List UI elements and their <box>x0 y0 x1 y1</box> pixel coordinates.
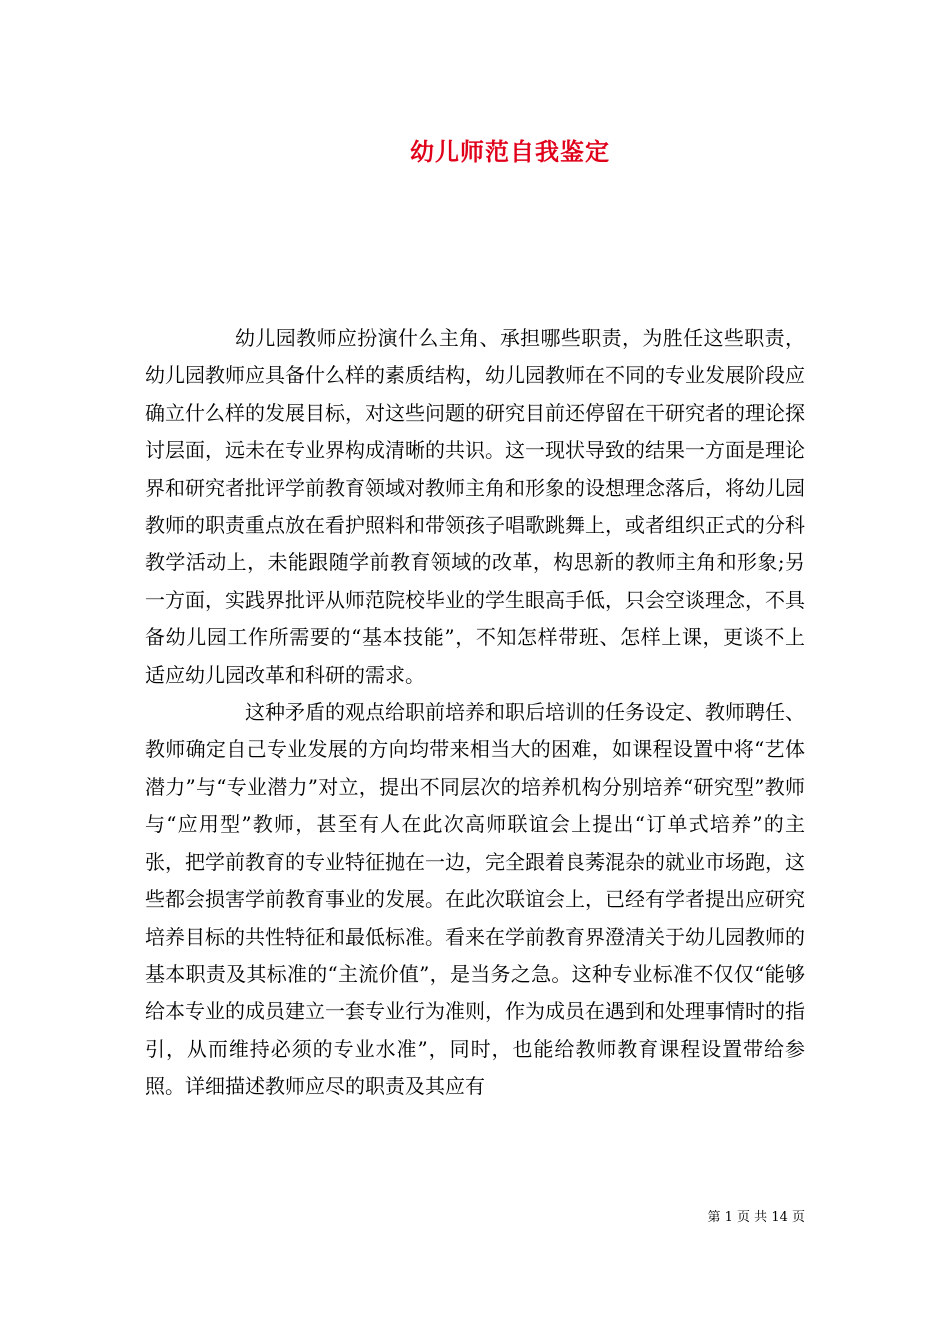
page-number-footer: 第 1 页 共 14 页 <box>707 1210 805 1225</box>
document-title: 幼儿师范自我鉴定 <box>410 137 610 166</box>
paragraph-2: 这种矛盾的观点给职前培养和职后培训的任务设定、教师聘任、教师确定自己专业发展的方向均带来相当大的困难，如课程设置中将“艺体潜力”与“专业潜力”对立，提出不同层次的培养机构分别培养“研究型”教师与“应用型”教师，甚至有人在此次高师联谊会上提出“订单式培养”的主张，把学前教育的专业特征抛在一边，完全跟着良莠混杂的就业市场跑，这些都会损害学前教育事业的发展。在此次联谊会上，已经有学者提出应研究培养目标的共性特征和最低标准。看来在学前教育界澄清关于幼儿园教师的基本职责及其标准的“主流价值”，是当务之急。这种专业标准不仅仅“能够给本专业的成员建立一套专业行为准则，作为成员在遇到和处理事情时的指引，从而维持必须的专业水准”，同时，也能给教师教育课程设置带给参照。详细描述教师应尽的职责及其应有 <box>145 700 805 1099</box>
document-body <box>145 320 805 1106</box>
paragraph-1: 幼儿园教师应扮演什么主角、承担哪些职责，为胜任这些职责，幼儿园教师应具备什么样的素质结构，幼儿园教师在不同的专业发展阶段应确立什么样的发展目标，对这些问题的研究目前还停留在干研究者的理论探讨层面，远未在专业界构成清晰的共识。这一现状导致的结果一方面是理论界和研究者批评学前教育领域对教师主角和形象的设想理念落后，将幼儿园教师的职责重点放在看护照料和带领孩子唱歌跳舞上，或者组织正式的分科教学活动上，未能跟随学前教育领域的改革，构思新的教师主角和形象;另一方面，实践界批评从师范院校毕业的学生眼高手低，只会空谈理念，不具备幼儿园工作所需要的“基本技能”，不知怎样带班、怎样上课，更谈不上适应幼儿园改革和科研的需求。 <box>145 326 805 687</box>
